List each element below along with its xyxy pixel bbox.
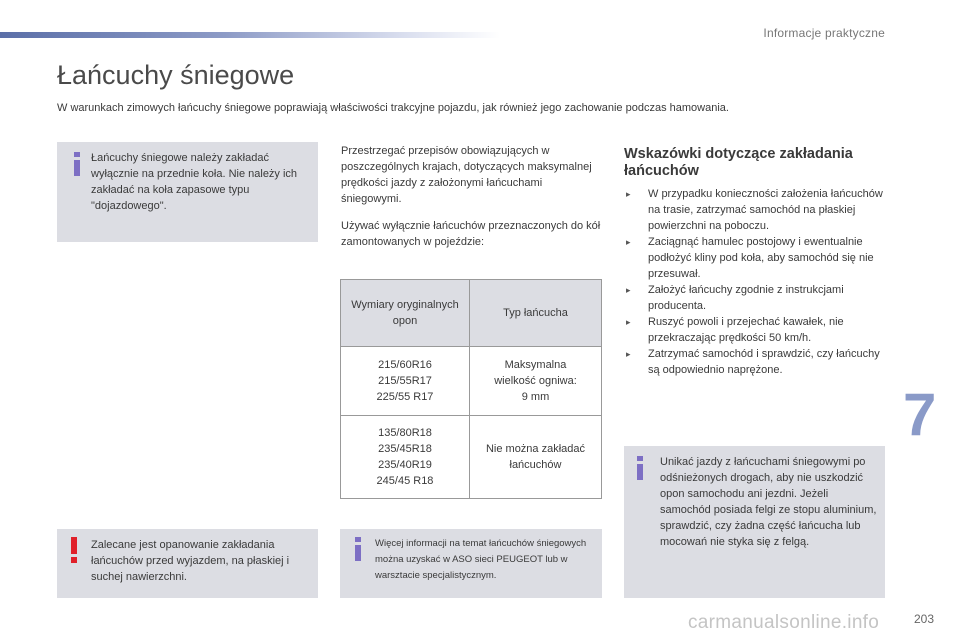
info-icon — [636, 456, 644, 480]
tire-size: 225/55 R17 — [376, 391, 434, 403]
note-avoid-text: Unikać jazdy z łańcuchami śniegowymi po odśnieżonych drogach, aby nie uszkodzić opon samochodu ani jezdni. Jeżeli samochód posiada felgi ze stopu aluminium, sprawdzić, czy żadna część łańcucha lub mocowań nie styka się z felgą. — [660, 456, 877, 548]
warning-note-practice — [57, 529, 318, 598]
middle-paragraph-chains: Używać wyłącznie łańcuchów przeznaczonych do kół zamontowanych w pojeździe: — [341, 220, 601, 248]
arrow-bullet-icon: ▸ — [626, 285, 631, 295]
tire-size: 235/40R19 — [378, 459, 432, 471]
tire-size: 135/80R18 — [378, 427, 432, 439]
header-section-title: Informacje praktyczne — [763, 26, 885, 40]
info-note-avoid — [624, 446, 885, 598]
watermark: carmanualsonline.info — [688, 612, 880, 633]
table-cell-chain — [470, 416, 602, 499]
arrow-bullet-icon: ▸ — [626, 237, 631, 247]
table-cell-sizes — [341, 416, 470, 499]
info-icon — [73, 152, 81, 176]
arrow-bullet-icon: ▸ — [626, 317, 631, 327]
note-peugeot-text: Więcej informacji na temat łańcuchów śniegowych można uzyskać w ASO sieci PEUGEOT lub w warsztacie specjalistycznym. — [375, 538, 587, 581]
chapter-number: 7 — [903, 381, 937, 448]
page-number: 203 — [914, 612, 935, 626]
table-header-chain-type: Typ łańcucha — [470, 280, 602, 347]
tire-size: 215/55R17 — [378, 375, 432, 387]
list-item — [624, 346, 886, 378]
arrow-bullet-icon: ▸ — [626, 349, 631, 359]
tire-chain-table — [340, 279, 602, 499]
table-cell-chain — [470, 347, 602, 416]
table-header-tire-size: Wymiary oryginalnych opon — [341, 280, 470, 347]
chain-type-line: wielkość ogniwa: — [494, 375, 577, 387]
table-cell-sizes — [341, 347, 470, 416]
list-item — [624, 186, 886, 234]
table-row — [341, 347, 602, 416]
chain-type-line: 9 mm — [521, 391, 550, 403]
step-text: Założyć łańcuchy zgodnie z instrukcjami producenta. — [648, 284, 844, 312]
tire-size: 215/60R16 — [378, 359, 432, 371]
info-icon — [354, 537, 362, 561]
chain-type-line: Nie można zakładać — [485, 443, 586, 455]
step-text: Ruszyć powoli i przejechać kawałek, nie przekraczając prędkości 50 km/h. — [648, 316, 844, 344]
instructions-title: Wskazówki dotyczące zakładania łańcuchów — [624, 146, 853, 179]
middle-paragraph-speed: Przestrzegać przepisów obowiązujących w poszczególnych krajach, dotyczących maksymalnej prędkości jazdy z założonymi łańcuchami śniegowymi. — [341, 145, 592, 205]
note-practice-text: Zalecane jest opanowanie zakładania łańcuchów przed wyjazdem, na płaskiej i suchej nawierzchni. — [91, 539, 290, 583]
chain-type-line: łańcuchów — [509, 459, 562, 471]
info-note-peugeot — [340, 529, 602, 598]
intro-text: W warunkach zimowych łańcuchy śniegowe poprawiają właściwości trakcyjne pojazdu, jak również jego zachowanie podczas hamowania. — [57, 102, 729, 114]
instructions-list — [624, 186, 886, 378]
info-note-front-wheels — [57, 142, 318, 242]
header-gradient-bar — [0, 32, 500, 38]
tire-size: 235/45R18 — [378, 443, 432, 455]
table-header-row — [341, 280, 602, 347]
note-front-wheels-text: Łańcuchy śniegowe należy zakładać wyłącznie na przednie koła. Nie należy ich zakładać na koła zapasowe typu "dojazdowego". — [91, 152, 298, 212]
list-item — [624, 314, 886, 346]
warning-exclamation-icon — [69, 537, 79, 563]
chain-type-line: Maksymalna — [504, 359, 567, 371]
arrow-bullet-icon: ▸ — [626, 189, 631, 199]
list-item — [624, 234, 886, 282]
table-row — [341, 416, 602, 499]
list-item — [624, 282, 886, 314]
step-text: Zaciągnąć hamulec postojowy i ewentualnie podłożyć kliny pod koła, aby samochód się nie przesuwał. — [648, 236, 874, 280]
step-text: Zatrzymać samochód i sprawdzić, czy łańcuchy są odpowiednio naprężone. — [648, 348, 880, 376]
page-title: Łańcuchy śniegowe — [57, 60, 295, 90]
tire-size: 245/45 R18 — [376, 475, 434, 487]
step-text: W przypadku konieczności założenia łańcuchów na trasie, zatrzymać samochód na płaskiej powierzchni na poboczu. — [648, 188, 883, 232]
